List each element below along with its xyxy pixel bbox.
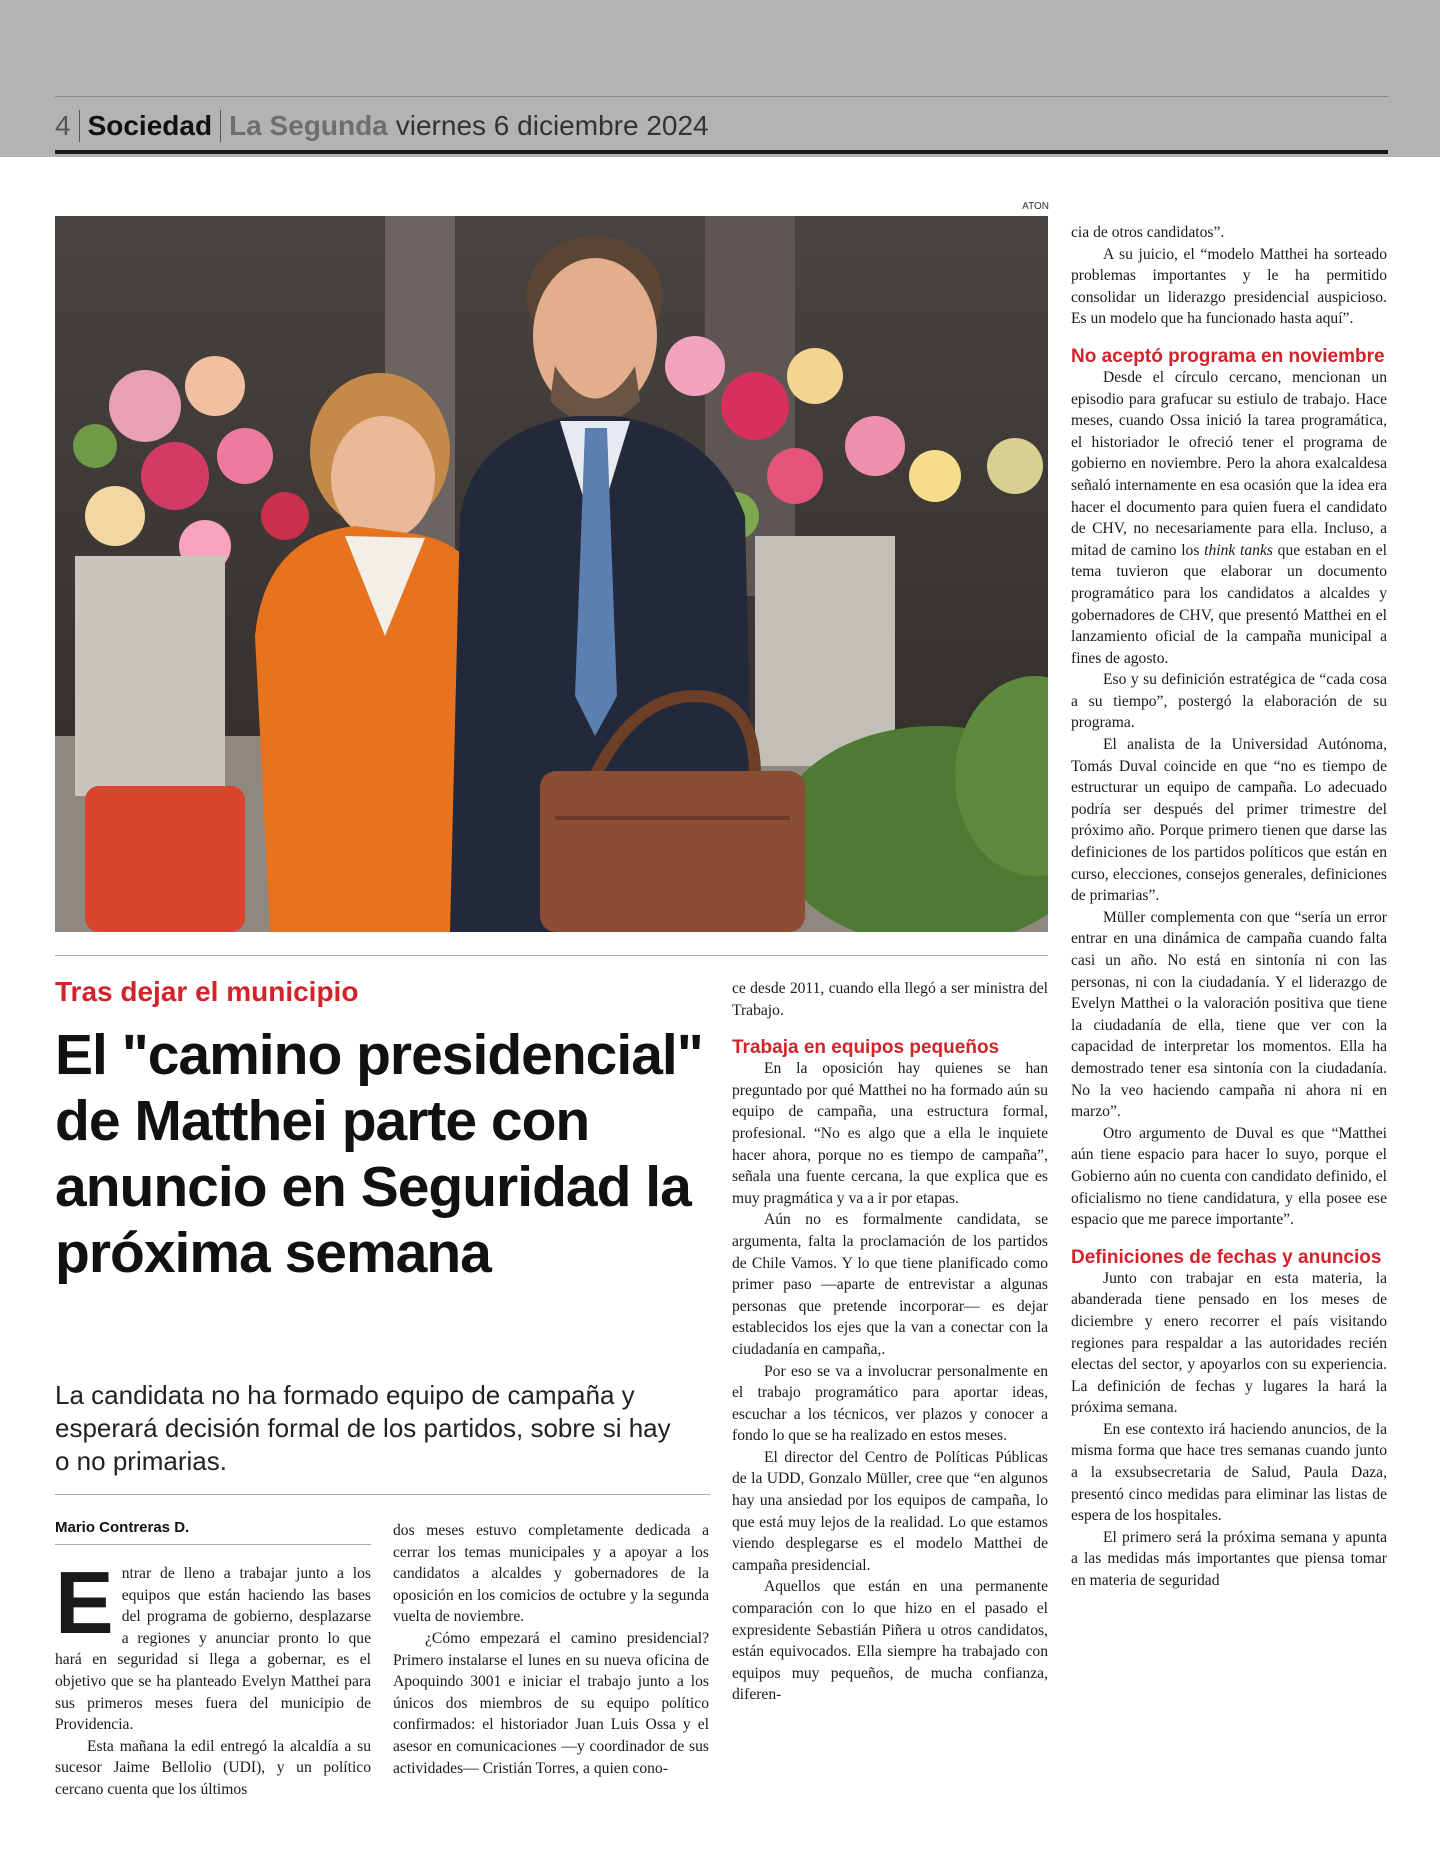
paragraph: Esta mañana la edil entregó la alcaldía a su sucesor Jaime Bellolio (UDI), y un político cercano cuenta que los últimos [55, 1737, 371, 1798]
header-row [55, 103, 709, 149]
section-name: Sociedad [80, 110, 221, 142]
paragraph: dos meses estuvo completamente dedicada a cerrar los temas municipales y a apoyar a los candidatos a alcaldes y gobernadores de la oposición en los comicios de octubre y la segunda vuelta de noviembre. [393, 1522, 709, 1626]
photo-credit: ATON [1022, 201, 1049, 212]
divider-rule [55, 1544, 371, 1545]
divider-rule [55, 1494, 710, 1495]
column-1 [55, 1553, 371, 1801]
article-headline: El "camino presidencial" de Matthei parte con anuncio en Seguridad la próxima semana [55, 1023, 703, 1285]
paragraph: Junto con trabajar en esta materia, la abanderada tiene pensado en los meses de diciembre y enero recorrer el país visitando regiones para respaldar a las autoridades recién electas del sector, y apoyarlos con su experiencia. La definición de fechas y lugares la hará la próxima semana. [1071, 1269, 1387, 1417]
paragraph: ¿Cómo empezará el camino presidencial? Primero instalarse el lunes en su nueva oficina de Apoquindo 3001 e iniciar el trabajo junto a los únicos dos miembros de su equipo político confirmados: el historiador Juan Luis Ossa y el asesor en comunicaciones —y coordinador de sus actividades— Cristián Torres, a quien cono- [393, 1629, 709, 1777]
paragraph: ce desde 2011, cuando ella llegó a ser ministra del Trabajo. [732, 980, 1048, 1019]
article-deck: La candidata no ha formado equipo de campaña y esperará decisión formal de los partidos, sobre si hay o no primarias. [55, 1380, 671, 1476]
paragraph [1071, 367, 1387, 669]
paragraph: En ese contexto irá haciendo anuncios, de la misma forma que hace tres semanas cuando junto a la exsubsecretaria de Salud, Paula Daza, presentó cinco medidas para eliminar las listas de espera de los hospitales. [1071, 1420, 1387, 1525]
page-header [55, 96, 1388, 154]
drop-cap: E [55, 1553, 114, 1652]
byline: Mario Contreras D. [55, 1519, 190, 1536]
paragraph: Aún no es formalmente candidata, se argumenta, falta la proclamación de los partidos de Chile Vamos. Y lo que tiene planificado como primer paso —aparte de entrevistar a algunas personas que pretende incorporar— es dejar establecidos los ejes que la van a conectar con la ciudadanía en campaña,. [732, 1211, 1048, 1358]
paragraph: El primero será la próxima semana y apunta a las medidas más importantes que piensa tomar en materia de seguridad [1071, 1528, 1387, 1590]
issue-date: viernes 6 diciembre 2024 [395, 110, 709, 141]
text-run: que estaban en el tema tuvieron que elaborar un documento programático para los candidatos a alcaldes y gobernadores de CHV, que presentó Matthei en el lanzamiento oficial de la campaña municipal a fines de agosto. [1071, 541, 1387, 667]
paragraph: Otro argumento de Duval es que “Matthei aún tiene espacio para hacer lo suyo, porque el Gobierno aún no cuenta con candidato definido, el oficialismo no tiene candidatura, y ella posee ese espacio que me parece importante”. [1071, 1124, 1387, 1229]
paragraph: ntrar de lleno a trabajar junto a los equipos que están haciendo las bases del programa de gobierno, desplazarse a regiones y anunciar pronto lo que hará en seguridad si llega a gobernar, es el objetivo que se ha planteado Evelyn Matthei para sus primeros meses fuera del municipio de Providencia. [55, 1565, 371, 1734]
paragraph: El analista de la Universidad Autónoma, Tomás Duval coincide en que “no es tiempo de estructurar un equipo de campaña. Lo adecuado podría ser después del primer trimestre del próximo año. Porque primero tienen que darse las definiciones de los partidos políticos que están en curso, elecciones, consejos generales, definiciones de primarias”. [1071, 736, 1387, 905]
article-kicker: Tras dejar el municipio [55, 976, 359, 1007]
emphasis: think tanks [1204, 541, 1273, 559]
paragraph: Eso y su definición estratégica de “cada cosa a su tiempo”, postergó la elaboración de su programa. [1071, 671, 1387, 732]
subhead: No aceptó programa en noviembre [1071, 345, 1385, 367]
page-number: 4 [55, 110, 80, 142]
subhead: Definiciones de fechas y anuncios [1071, 1246, 1382, 1268]
newspaper-name: La Segunda [229, 110, 388, 141]
column-3 [732, 978, 1048, 1706]
photo-illustration [55, 216, 1048, 932]
paragraph: A su juicio, el “modelo Matthei ha sorteado problemas importantes y le ha permitido consolidar un liderazgo presidencial auspicioso. Es un modelo que ha funcionado hasta aquí”. [1071, 245, 1387, 328]
paragraph: En la oposición hay quienes se han preguntado por qué Matthei no ha formado aún su equipo de campaña, una estructura formal, profesional. “No es algo que a ella le inquiete hacer ahora, porque no es tiempo de campaña”, señala una fuente cercana, la que explica que es muy pragmática y va a ir por etapas. [732, 1060, 1048, 1207]
paragraph: Aquellos que están en una permanente comparación con lo que hizo en el pasado el expresidente Sebastián Piñera u otros candidatos, están equivocados. Ella siempre ha trabajado con equipos muy pequeños, de mucha confianza, diferen- [732, 1578, 1048, 1704]
divider-rule [55, 955, 1048, 956]
paragraph: Por eso se va a involucrar personalmente en el trabajo programático para aportar ideas, escuchar a los técnicos, ver plazos y conocer a fondo lo que se ha realizado en estos meses. [732, 1362, 1048, 1445]
paragraph: Müller complementa con que “sería un error entrar en una dinámica de campaña cuando falta casi un año. No está en sintonía ni con las personas, ni con la ciudadanía. Y el liderazgo de Evelyn Matthei o la valoración positiva que tiene la ciudadanía de ella, tiene que ver con la capacidad de interpretar los momentos. Ella ha demostrado tener esa sintonía con la ciudadanía. No la veo haciendo campaña ni ahora ni en marzo”. [1071, 908, 1387, 1121]
column-2 [393, 1520, 709, 1779]
column-4 [1071, 222, 1387, 1592]
text-run: Desde el círculo cercano, mencionan un episodio para grafucar su estiulo de trabajo. Hace meses, cuando Ossa inició la tarea programática, el historiador le ofreció tener el programa de gobierno en noviembre. Pero la ahora exalcaldesa señaló internamente en esa ocasión que la idea era hacer el documento para quien fuera el candidato de CHV, no necesariamente para ella. Incluso, a mitad de camino los [1071, 368, 1387, 559]
article-photo [55, 216, 1048, 932]
paragraph: cia de otros candidatos”. [1071, 224, 1225, 241]
paragraph: El director del Centro de Políticas Públicas de la UDD, Gonzalo Müller, cree que “en algunos hay una ansiedad por los equipos de campaña, lo que está muy lejos de la realidad. Lo que estamos viendo desplegarse es el modelo Matthei de campaña presidencial. [732, 1448, 1048, 1574]
subhead: Trabaja en equipos pequeños [732, 1037, 1000, 1059]
